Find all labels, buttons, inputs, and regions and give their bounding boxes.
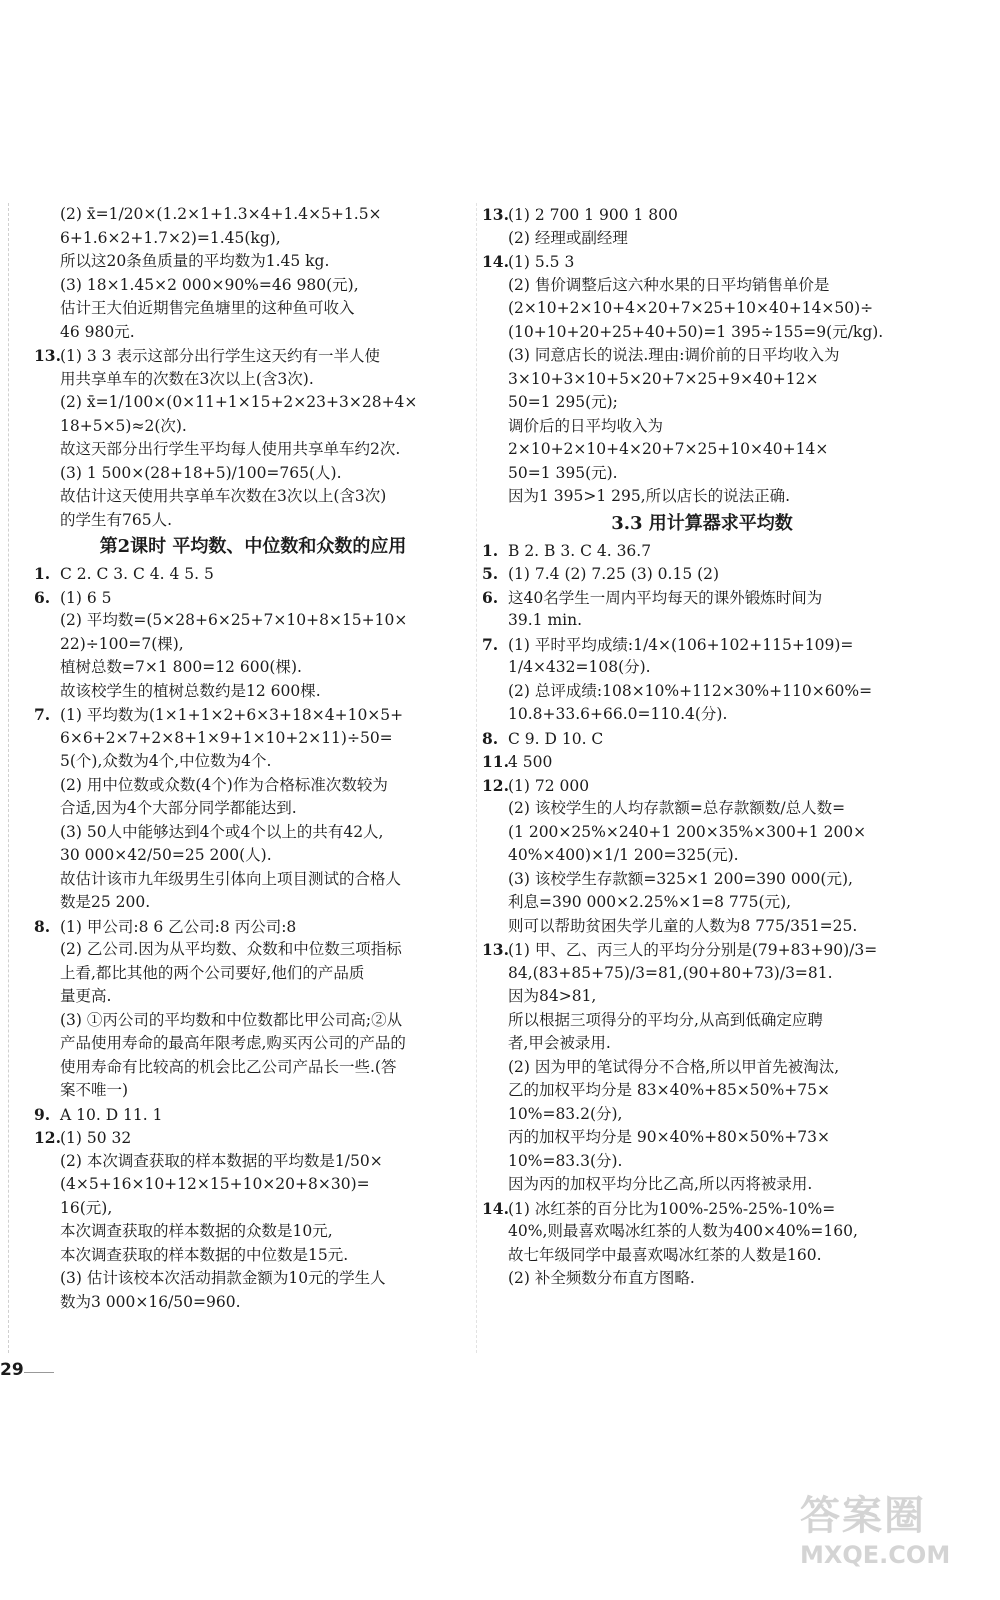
answer-text: (2) 乙公司.因为从平均数、众数和中位数三项指标 (60, 940, 402, 958)
question-number: 11. (482, 752, 509, 771)
section-heading (482, 509, 922, 539)
answer-text: 因为84>81, (508, 987, 597, 1005)
answer-line (482, 985, 922, 1009)
answer-text: 39.1 min. (508, 611, 583, 629)
answer-text: A 10. D 11. 1 (60, 1105, 163, 1124)
answer-line (482, 915, 922, 939)
answer-text: (3) 该校学生存款额=325×1 200=390 000(元), (508, 869, 853, 888)
answer-text: 合适,因为4个大部分同学都能达到. (60, 799, 297, 817)
answer-line (34, 1009, 472, 1033)
answer-text: 所以根据三项得分的平均分,从高到低确定应聘 (508, 1010, 823, 1029)
answer-text: (4×5+16×10+12×15+10×20+8×30)= (60, 1175, 370, 1193)
answer-text: 的学生有765人. (60, 510, 173, 529)
answer-text: (1) 6 5 (60, 588, 112, 607)
question-number: 13. (482, 205, 509, 224)
answer-text: (2×10+2×10+4×20+7×25+10×40+14×50)÷ (508, 299, 874, 317)
page-number-rule (24, 1372, 54, 1373)
answer-line (482, 586, 922, 610)
question-number: 5. (482, 564, 499, 583)
answer-text: 所以这20条鱼质量的平均数为1.45 kg. (60, 252, 330, 270)
question-number: 7. (482, 634, 499, 654)
answer-line (34, 297, 472, 321)
answer-line (482, 868, 922, 892)
answer-text: 故七年级同学中最喜欢喝冰红茶的人数是160. (508, 1245, 822, 1264)
answer-line (34, 938, 472, 962)
answer-line (34, 485, 472, 509)
answer-line (34, 250, 472, 274)
answer-text: 这40名学生一周内平均每天的课外锻炼时间为 (508, 588, 823, 607)
answer-line (482, 368, 922, 392)
answer-line (482, 539, 922, 563)
answer-line (34, 915, 472, 939)
answer-text: 者,甲会被录用. (508, 1034, 611, 1052)
answer-text: (2) 平均数=(5×28+6×25+7×10+8×15+10× (60, 611, 408, 629)
answer-text: 调价后的日平均收入为 (508, 416, 664, 435)
answer-text: 4 500 (508, 753, 553, 771)
answer-line (482, 1056, 922, 1080)
answer-line (34, 1126, 472, 1150)
answer-text: B 2. B 3. C 4. 36.7 (508, 541, 652, 560)
answer-line (34, 203, 472, 227)
answer-text: 5(个),众数为4个,中位数为4个. (60, 752, 272, 770)
answer-line (482, 750, 922, 774)
question-number: 8. (34, 916, 51, 936)
answer-line (34, 321, 472, 345)
answer-text: (1 200×25%×240+1 200×35%×300+1 200× (508, 822, 867, 841)
answer-line (34, 227, 472, 251)
answer-text: 40%,则最喜欢喝冰红茶的人数为400×40%=160, (508, 1222, 858, 1240)
answer-line (482, 462, 922, 486)
answer-text: 使用寿命有比较高的机会比乙公司产品长一些.(答 (60, 1057, 397, 1076)
answer-line (482, 609, 922, 633)
answer-line (34, 633, 472, 657)
answer-text: 10%=83.2(分), (508, 1104, 623, 1123)
answer-text: (3) 估计该校本次活动捐款金额为10元的学生人 (60, 1269, 386, 1287)
answer-text: 乙的加权平均分是 83×40%+85×50%+75× (508, 1081, 830, 1099)
answer-text: (1) 50 32 (60, 1129, 132, 1147)
page-number: 29 (0, 1360, 24, 1380)
answer-line (34, 462, 472, 486)
question-number: 9. (34, 1104, 51, 1124)
answer-line (34, 368, 472, 392)
answer-text: 故这天部分出行学生平均每人使用共享单车约2次. (60, 440, 401, 458)
answer-text: (1) 平均数为(1×1+1×2+6×3+18×4+10×5+ (60, 706, 404, 724)
answer-line (34, 797, 472, 821)
answer-line (34, 1173, 472, 1197)
answer-text: 10%=83.3(分). (508, 1151, 623, 1170)
answer-text: 产品使用寿命的最高年限考虑,购买丙公司的产品的 (60, 1034, 406, 1052)
answer-text: 因为1 395>1 295,所以店长的说法正确. (508, 487, 791, 505)
answer-line (34, 727, 472, 751)
answer-line (34, 609, 472, 633)
answer-text: 数是25 200. (60, 893, 151, 911)
answer-text: (2) 总评成绩:108×10%+112×30%+110×60%= (508, 681, 873, 700)
answer-line (34, 1032, 472, 1056)
answer-text: 1/4×432=108(分). (508, 658, 651, 676)
answer-text: 量更高. (60, 987, 112, 1005)
answer-line (34, 274, 472, 298)
answer-text: 30 000×42/50=25 200(人). (60, 846, 272, 864)
question-number: 12. (34, 1128, 61, 1147)
answer-line (482, 415, 922, 439)
question-number: 6. (34, 587, 51, 607)
answer-line (34, 750, 472, 774)
answer-text: 3×10+3×10+5×20+7×25+9×40+12× (508, 369, 819, 388)
answer-text: 数为3 000×16/50=960. (60, 1292, 241, 1311)
answer-line (34, 586, 472, 610)
answer-line (34, 562, 472, 586)
answer-text: (1) 2 700 1 900 1 800 (508, 206, 678, 224)
answer-text: (3) 同意店长的说法.理由:调价前的日平均收入为 (508, 346, 840, 364)
answer-line (482, 633, 922, 657)
answer-text: 本次调查获取的样本数据的中位数是15元. (60, 1245, 349, 1264)
answer-line (34, 509, 472, 533)
answer-line (482, 1032, 922, 1056)
answer-line (34, 1291, 472, 1315)
answer-text: 因为丙的加权平均分比乙高,所以丙将被录用. (508, 1175, 813, 1193)
answer-text: 84,(83+85+75)/3=81,(90+80+73)/3=81. (508, 963, 833, 982)
answer-line (34, 985, 472, 1009)
answer-line (482, 891, 922, 915)
answer-text: 10.8+33.6+66.0=110.4(分). (508, 705, 728, 723)
column-divider (476, 203, 477, 1353)
answer-text: (3) ①丙公司的平均数和中位数都比甲公司高;②从 (60, 1010, 403, 1029)
question-number: 7. (34, 705, 51, 724)
answer-line (482, 1220, 922, 1244)
answer-text: 22)÷100=7(棵), (60, 634, 184, 653)
answer-line (482, 250, 922, 274)
answer-text: 6×6+2×7+2×8+1×9+1×10+2×11)÷50= (60, 728, 393, 747)
answer-line (482, 797, 922, 821)
answer-text: (2) 因为甲的笔试得分不合格,所以甲首先被淘汰, (508, 1057, 840, 1076)
answer-text: (2) x̄=1/100×(0×11+1×15+2×23+3×28+4× (60, 393, 418, 411)
answer-text: (1) 甲公司:8 6 乙公司:8 丙公司:8 (60, 917, 297, 936)
answer-text: (2) 售价调整后这六种水果的日平均销售单价是 (508, 275, 830, 294)
answer-text: 植树总数=7×1 800=12 600(棵). (60, 658, 302, 676)
answer-line (34, 1150, 472, 1174)
answer-line (34, 1267, 472, 1291)
answer-line (482, 227, 922, 251)
answer-line (482, 1009, 922, 1033)
answer-text: (1) 3 3 表示这部分出行学生这天约有一半人使 (60, 347, 380, 365)
question-number: 1. (34, 564, 51, 583)
answer-line (482, 1267, 922, 1291)
answer-text: (1) 冰红茶的百分比为100%-25%-25%-10%= (508, 1199, 836, 1218)
question-number: 1. (482, 540, 499, 560)
answer-line (482, 656, 922, 680)
answer-text: C 2. C 3. C 4. 4 5. 5 (60, 565, 214, 583)
answer-text: (2) x̄=1/20×(1.2×1+1.3×4+1.4×5+1.5× (60, 205, 382, 223)
watermark-logo (800, 1484, 1000, 1600)
answer-text: 丙的加权平均分是 90×40%+80×50%+73× (508, 1128, 830, 1146)
answer-text: (1) 5.5 3 (508, 253, 575, 271)
watermark-bottom-text: MXQE.COM (800, 1541, 951, 1569)
answer-line (34, 1220, 472, 1244)
answer-text: (2) 经理或副经理 (508, 228, 628, 247)
answer-line (482, 962, 922, 986)
answer-text: (3) 18×1.45×2 000×90%=46 980(元), (60, 275, 359, 294)
question-number: 8. (482, 728, 499, 748)
answer-line (482, 344, 922, 368)
answer-text: (2) 该校学生的人均存款额=总存款额数/总人数= (508, 799, 846, 817)
answer-text: 则可以帮助贫困失学儿童的人数为8 775/351=25. (508, 916, 858, 935)
section-heading (34, 532, 472, 562)
answer-line (34, 962, 472, 986)
answer-line (482, 203, 922, 227)
answer-line (482, 321, 922, 345)
answer-text: (1) 72 000 (508, 776, 590, 795)
answer-line (34, 656, 472, 680)
answer-text: (2) 用中位数或众数(4个)作为合格标准次数较为 (60, 775, 388, 794)
answer-line (34, 1056, 472, 1080)
answer-text: (3) 50人中能够达到4个或4个以上的共有42人, (60, 822, 384, 841)
answer-text: (2) 补全频数分布直方图略. (508, 1269, 695, 1287)
answer-text: 上看,都比其他的两个公司要好,他们的产品质 (60, 963, 365, 982)
answer-text: 故估计该市九年级男生引体向上项目测试的合格人 (60, 869, 402, 888)
question-number: 14. (482, 252, 509, 271)
answer-text: 46 980元. (60, 322, 135, 341)
answer-line (34, 1079, 472, 1103)
answer-line (482, 274, 922, 298)
answer-line (482, 1103, 922, 1127)
answer-text: 用共享单车的次数在3次以上(含3次). (60, 369, 314, 388)
answer-line (34, 391, 472, 415)
answer-text: 故估计这天使用共享单车次数在3次以上(含3次) (60, 487, 387, 505)
answer-line (482, 844, 922, 868)
answer-line (482, 297, 922, 321)
answer-line (34, 703, 472, 727)
answer-text: 40%×400)×1/1 200=325(元). (508, 846, 739, 864)
answer-line (34, 680, 472, 704)
answer-line (34, 1244, 472, 1268)
answer-line (482, 703, 922, 727)
answer-line (482, 1244, 922, 1268)
answer-line (482, 485, 922, 509)
answer-text: (10+10+20+25+40+50)=1 395÷155=9(元/kg). (508, 322, 884, 341)
right-answer-column (482, 203, 922, 1291)
question-number: 14. (482, 1198, 509, 1218)
left-answer-column (34, 203, 472, 1314)
answer-line (482, 1126, 922, 1150)
answer-line (482, 821, 922, 845)
answer-line (482, 938, 922, 962)
margin-dashed-rule (8, 203, 9, 1353)
answer-line (482, 1173, 922, 1197)
question-number: 13. (34, 346, 61, 365)
answer-line (482, 1079, 922, 1103)
answer-text: 第2课时 平均数、中位数和众数的应用 (99, 536, 407, 557)
answer-line (34, 868, 472, 892)
answer-line (482, 438, 922, 462)
answer-line (34, 438, 472, 462)
watermark-top-text: 答案圈 (800, 1493, 926, 1539)
question-number: 13. (482, 940, 509, 959)
answer-line (34, 821, 472, 845)
answer-line (482, 1150, 922, 1174)
answer-line (34, 344, 472, 368)
answer-line (482, 774, 922, 798)
answer-text: 本次调查获取的样本数据的众数是10元, (60, 1222, 333, 1240)
answer-line (34, 891, 472, 915)
answer-text: 18+5×5)≈2(次). (60, 416, 187, 435)
answer-line (34, 1103, 472, 1127)
answer-line (482, 391, 922, 415)
answer-line (34, 415, 472, 439)
answer-text: (3) 1 500×(28+18+5)/100=765(人). (60, 463, 342, 482)
answer-line (482, 680, 922, 704)
answer-text: 2×10+2×10+4×20+7×25+10×40+14× (508, 440, 829, 458)
answer-text: 6+1.6×2+1.7×2)=1.45(kg), (60, 228, 281, 247)
answer-line (34, 774, 472, 798)
answer-text: (1) 甲、乙、丙三人的平均分分别是(79+83+90)/3= (508, 941, 878, 959)
answer-text: 估计王大伯近期售完鱼塘里的这种鱼可收入 (60, 299, 355, 317)
answer-text: 故该校学生的植树总数约是12 600棵. (60, 681, 321, 700)
answer-text: (1) 平时平均成绩:1/4×(106+102+115+109)= (508, 635, 854, 654)
answer-text: 16(元), (60, 1198, 113, 1217)
answer-text: 3.3 用计算器求平均数 (611, 512, 793, 534)
answer-line (482, 727, 922, 751)
answer-line (34, 1197, 472, 1221)
question-number: 6. (482, 587, 499, 607)
answer-text: 案不唯一) (60, 1081, 129, 1099)
answer-line (482, 562, 922, 586)
answer-text: 利息=390 000×2.25%×1=8 775(元), (508, 893, 792, 911)
answer-line (482, 1197, 922, 1221)
answer-text: C 9. D 10. C (508, 729, 604, 748)
answer-text: 50=1 395(元). (508, 463, 618, 482)
answer-line (34, 844, 472, 868)
answer-text: 50=1 295(元); (508, 393, 618, 411)
answer-text: (1) 7.4 (2) 7.25 (3) 0.15 (2) (508, 565, 720, 583)
question-number: 12. (482, 775, 509, 795)
answer-text: (2) 本次调查获取的样本数据的平均数是1/50× (60, 1151, 383, 1170)
